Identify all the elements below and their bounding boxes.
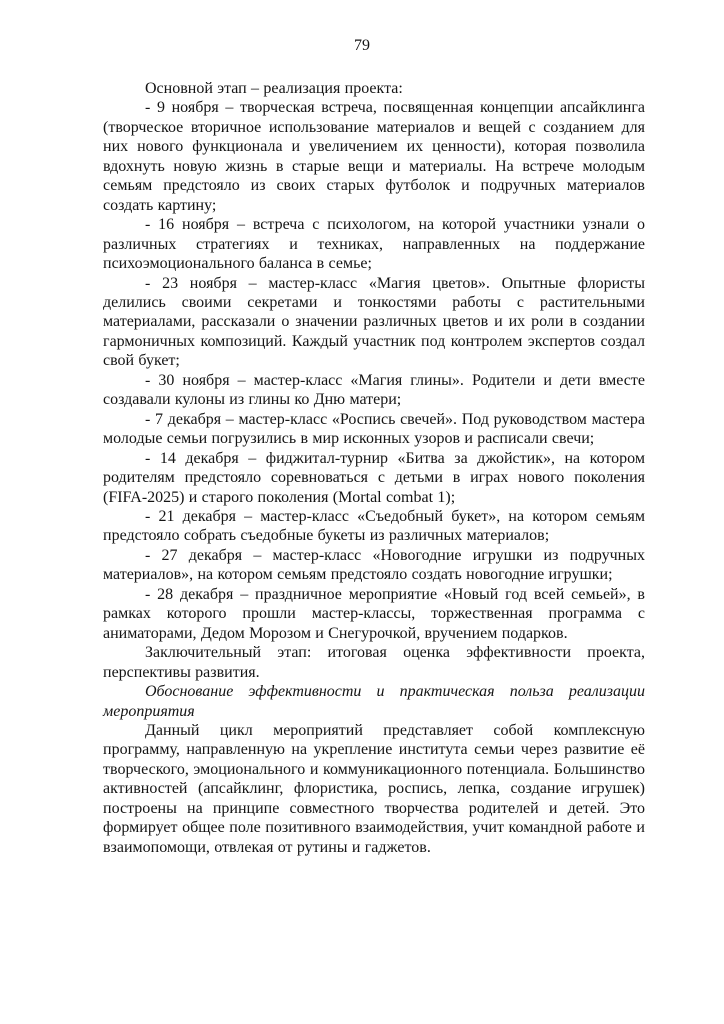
paragraph: - 28 декабря – праздничное мероприятие «Новый год всей семьей», в рамках которого прошли мастер-классы, торжественная программа с аниматорами, Дедом Морозом и Снегурочкой, вручением подарков. xyxy=(103,585,645,642)
paragraph: - 16 ноября – встреча с психологом, на которой участники узнали о различных стратегиях и техниках, направленных на поддержание психоэмоционального баланса в семье; xyxy=(103,216,645,273)
paragraph: Заключительный этап: итоговая оценка эффективности проекта, перспективы развития. xyxy=(103,644,645,681)
paragraph: Основной этап – реализация проекта: xyxy=(145,80,403,97)
page-number: 79 xyxy=(354,37,370,54)
document-body xyxy=(103,79,645,857)
paragraph: - 9 ноября – творческая встреча, посвященная концепции апсайклинга (творческое вторичное использование материалов и вещей с созданием для них нового функционала и увеличением их ценности), которая позволила вдохнуть новую жизнь в старые вещи и материалы. На встрече молодым семьям предстояло из своих старых футболок и подручных материалов создать картину; xyxy=(103,99,645,214)
paragraph: - 23 ноября – мастер-класс «Магия цветов». Опытные флористы делились своими секретами и тонкостями работы с растительными материалами, рассказали о значении различных цветов и их роли в создании гармоничных композиций. Каждый участник под контролем экспертов создал свой букет; xyxy=(103,274,645,370)
paragraph: - 21 декабря – мастер-класс «Съедобный букет», на котором семьям предстояло собрать съедобные букеты из различных материалов; xyxy=(103,507,645,545)
paragraph: Данный цикл мероприятий представляет собой комплексную программу, направленную на укрепление института семьи через развитие её творческого, эмоционального и коммуникационного потенциала. Большинство активностей (апсайклинг, флористика, роспись, лепка, создание игрушек) построены на принципе совместного творчества родителей и детей. Это формирует общее поле позитивного взаимодействия, учит командной работе и взаимопомощи, отвлекая от рутины и гаджетов. xyxy=(103,721,645,856)
paragraph: - 7 декабря – мастер-класс «Роспись свечей». Под руководством мастера молодые семьи погрузились в мир исконных узоров и расписали свечи; xyxy=(103,410,645,448)
paragraph: - 27 декабря – мастер-класс «Новогодние игрушки из подручных материалов», на котором семьям предстояло создать новогодние игрушки; xyxy=(103,546,645,584)
paragraph: - 14 декабря – фиджитал-турнир «Битва за джойстик», на котором родителям предстояло соревноваться с детьми в играх нового поколения (FIFA-2025) и старого поколения (Mortal combat 1); xyxy=(103,449,645,506)
section-heading-paragraph: Обоснование эффективности и практическая польза реализации мероприятия xyxy=(103,683,645,720)
paragraph: - 30 ноября – мастер-класс «Магия глины». Родители и дети вместе создавали кулоны из глины ко Дню матери; xyxy=(103,371,645,409)
